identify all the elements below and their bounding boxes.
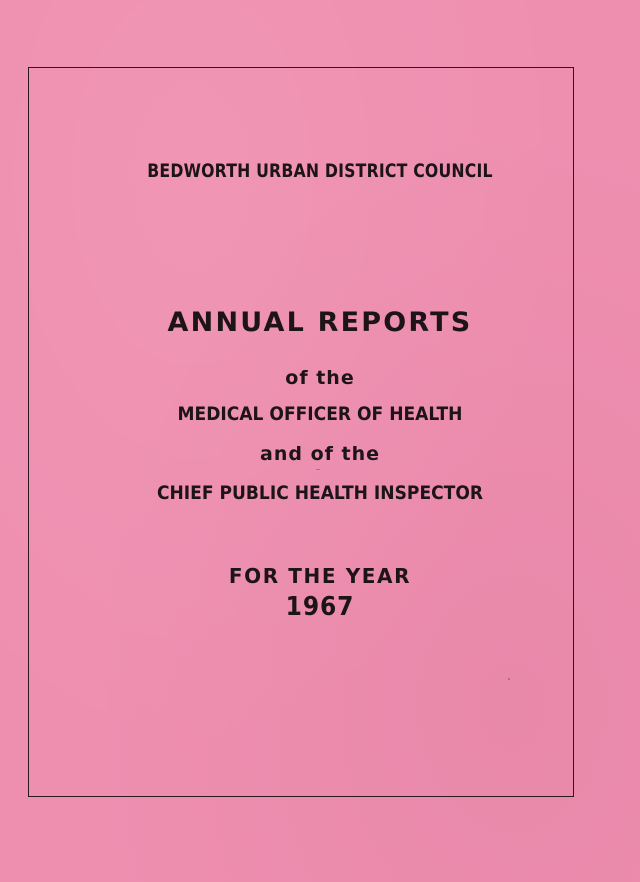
of-the-text: of the [285, 367, 355, 389]
medical-officer-heading: MEDICAL OFFICER OF HEALTH [177, 403, 463, 425]
council-name: BEDWORTH URBAN DISTRICT COUNCIL [147, 160, 493, 182]
for-the-year-text: FOR THE YEAR [228, 564, 412, 588]
report-year: 1967 [285, 592, 355, 622]
paper-speck [508, 678, 510, 680]
inspector-heading: CHIEF PUBLIC HEALTH INSPECTOR [156, 482, 484, 504]
and-of-the-text: and of the [260, 443, 380, 465]
paper-speck [316, 469, 320, 470]
report-title: ANNUAL REPORTS [167, 307, 473, 338]
